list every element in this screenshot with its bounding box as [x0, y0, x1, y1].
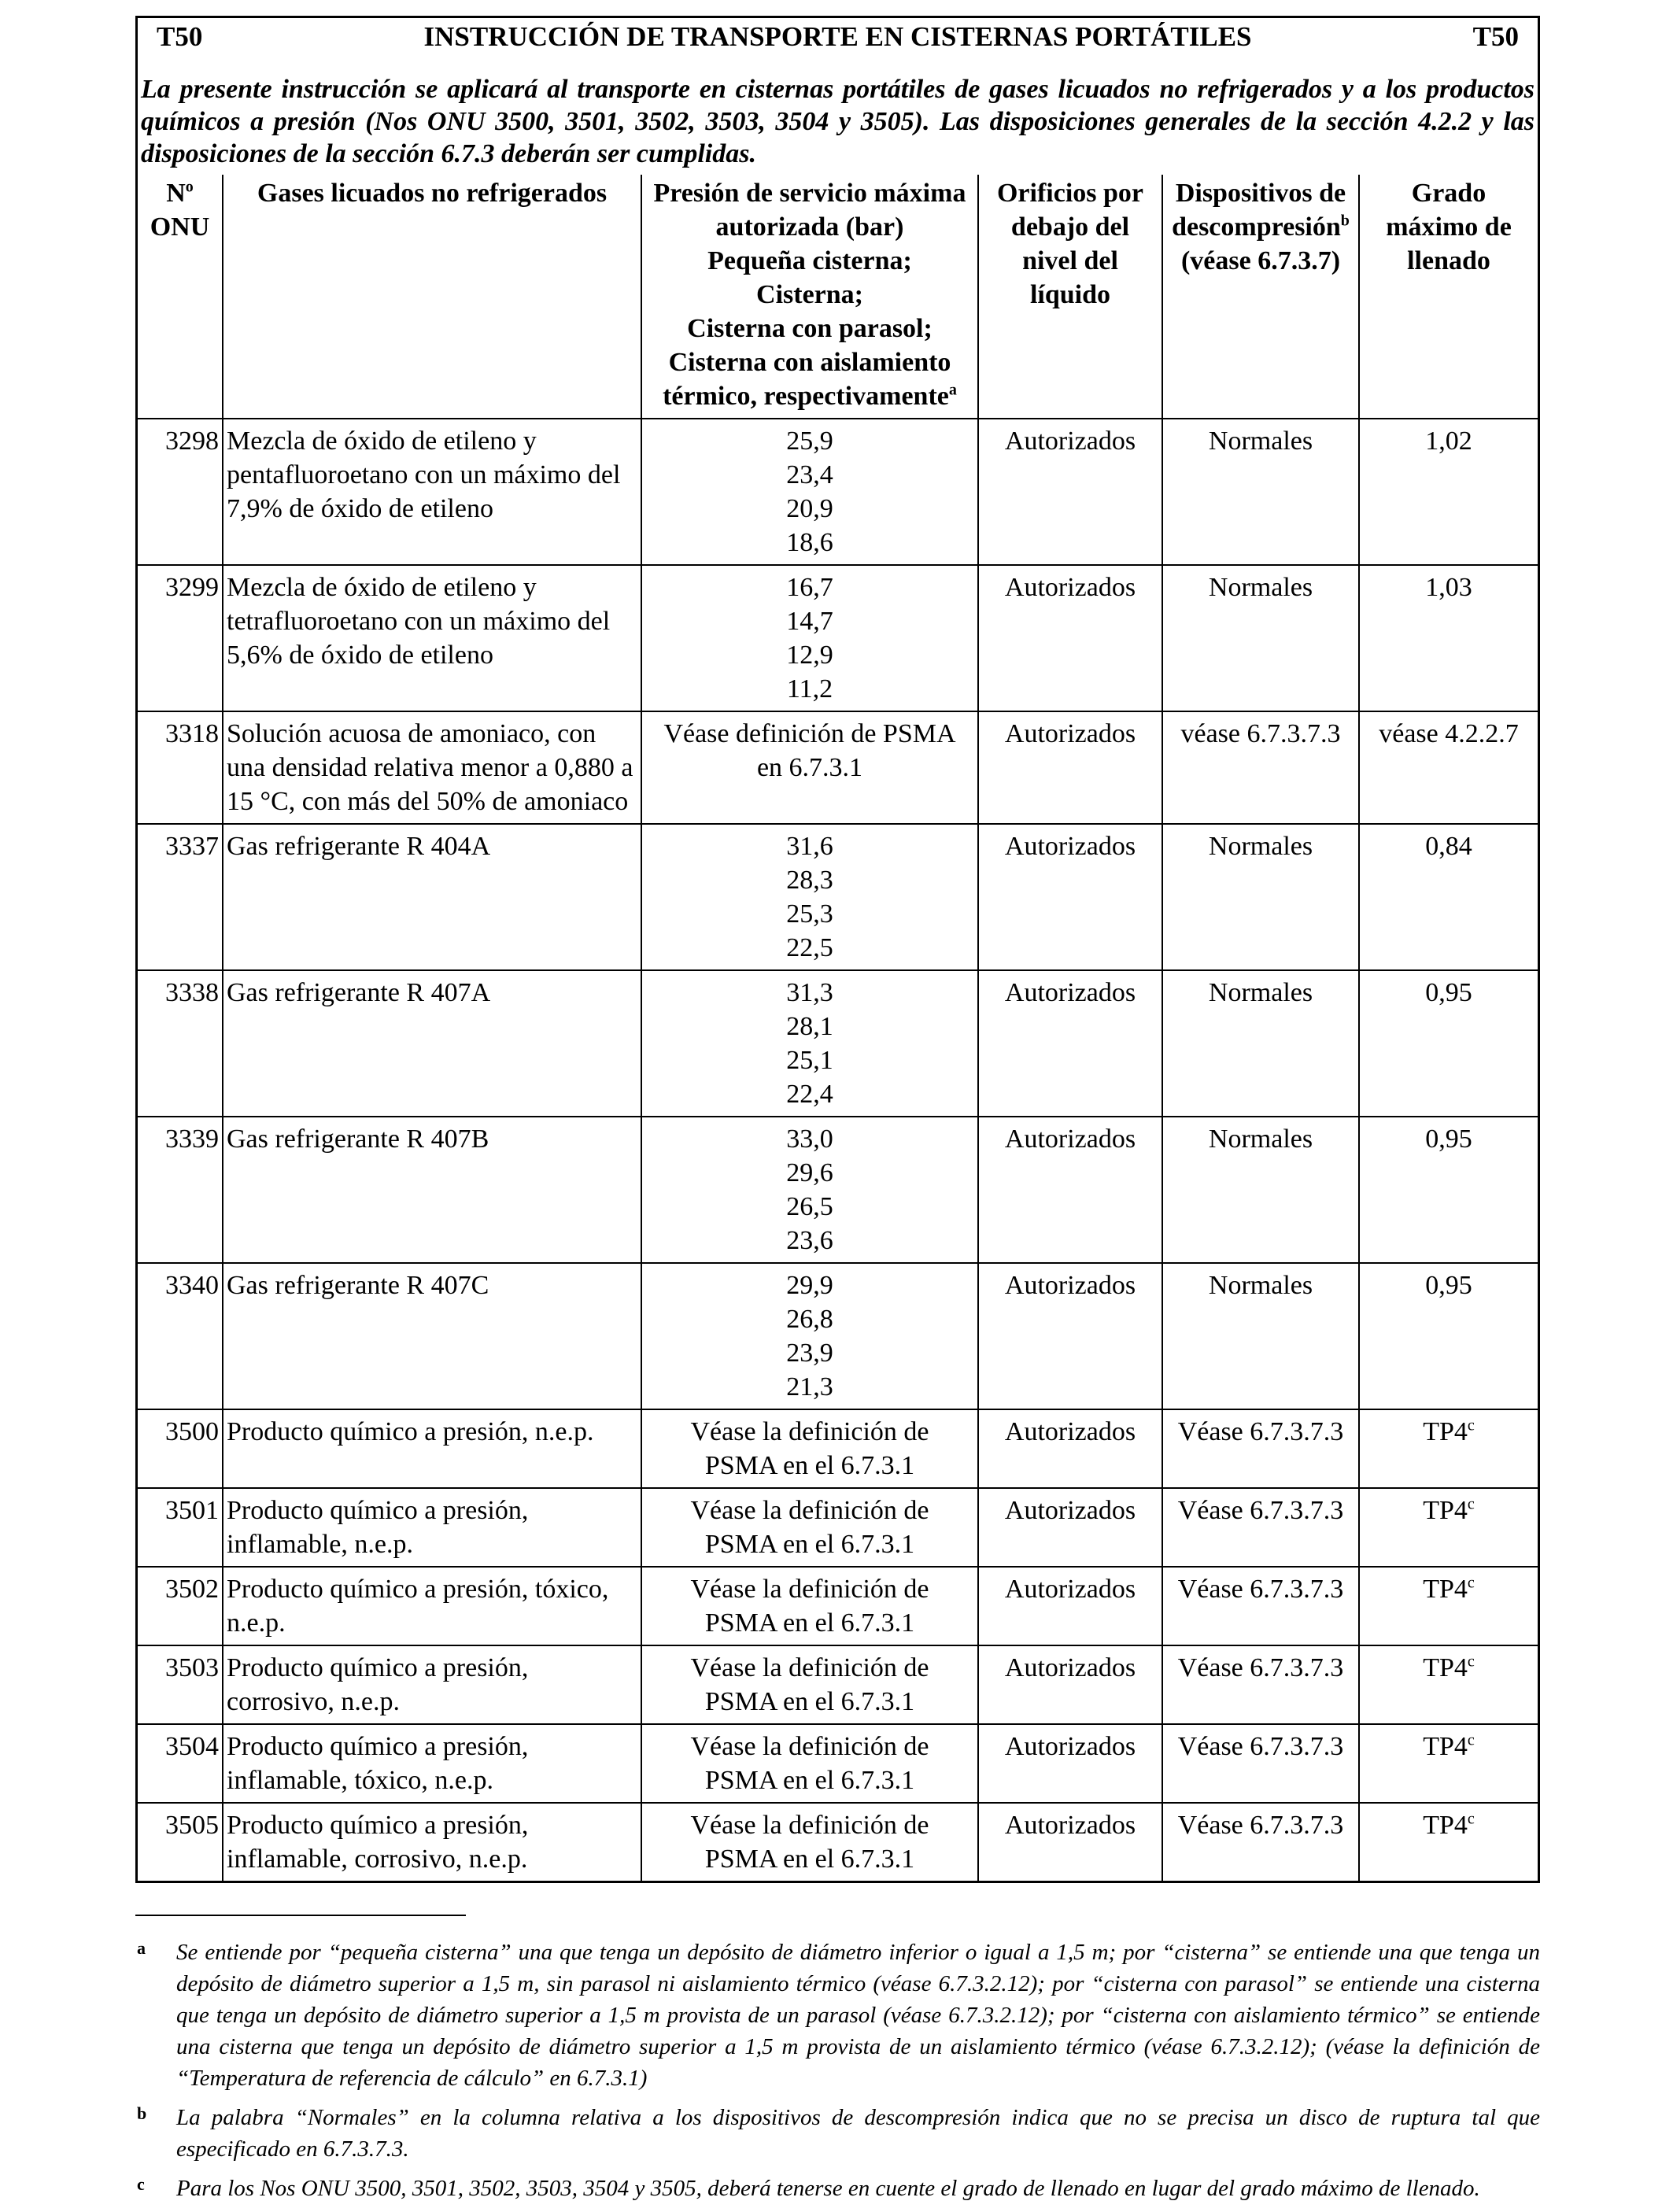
pressure-value: Véase definición de PSMA: [663, 719, 956, 748]
pressure-value: 26,8: [786, 1305, 833, 1334]
column-header-gas: Gases licuados no refrigerados: [223, 175, 641, 419]
filling-cell: [1359, 1803, 1538, 1881]
table-row: [138, 711, 1538, 824]
filling-cell: [1359, 1724, 1538, 1803]
filling-footnote-ref: c: [1467, 1653, 1475, 1671]
un-number-cell: 3298: [138, 419, 223, 565]
pressure-value: 22,4: [786, 1080, 833, 1109]
column-header-filling: Grado máximo de llenado: [1359, 175, 1538, 419]
gas-name-cell: Producto químico a presión, n.e.p.: [223, 1409, 641, 1488]
table-row: [138, 1724, 1538, 1803]
column-header-pressure: Presión de servicio máxima autorizada (bar) Pequeña cisterna; Cisterna; Cisterna con parasol; Cisterna con aislamiento térmico, respectivamente$^a$: [641, 175, 978, 419]
filling-cell: [1359, 824, 1538, 970]
gas-name-cell: Producto químico a presión, inflamable, tóxico, n.e.p.: [223, 1724, 641, 1803]
footnote-mark: a: [137, 1938, 146, 1958]
pressure-value: Véase la definición de: [690, 1811, 929, 1840]
filling-cell: [1359, 1567, 1538, 1645]
pressure-cell: [641, 1645, 978, 1724]
pressure-value: 25,1: [786, 1046, 833, 1075]
gas-name-cell: Producto químico a presión, tóxico, n.e.p.: [223, 1567, 641, 1645]
instruction-frame: [135, 16, 1540, 1883]
filling-value: TP4: [1423, 1732, 1468, 1761]
gas-name-cell: Producto químico a presión, inflamable, corrosivo, n.e.p.: [223, 1803, 641, 1881]
pressure-value: Véase la definición de: [690, 1653, 929, 1682]
pressure-cell: [641, 970, 978, 1117]
filling-value: 1,02: [1425, 427, 1472, 456]
filling-value: 0,95: [1425, 1124, 1472, 1154]
pressure-value: 20,9: [786, 494, 833, 523]
relief-cell: Véase 6.7.3.7.3: [1162, 1488, 1359, 1567]
pressure-value: 31,3: [786, 978, 833, 1007]
filling-cell: [1359, 970, 1538, 1117]
instruction-code-right: T50: [1472, 21, 1519, 52]
filling-cell: [1359, 419, 1538, 565]
gas-name-cell: Solución acuosa de amoniaco, con una densidad relativa menor a 0,880 a 15 °C, con más del 50% de amoniaco: [223, 711, 641, 824]
gas-name-cell: Gas refrigerante R 407C: [223, 1263, 641, 1409]
relief-cell: Normales: [1162, 1263, 1359, 1409]
relief-cell: Normales: [1162, 1117, 1359, 1263]
table-row: [138, 1567, 1538, 1645]
filling-value: 0,95: [1425, 978, 1472, 1007]
pressure-value: 25,9: [786, 427, 833, 456]
pressure-value: 14,7: [786, 607, 833, 636]
footnote-divider: [135, 1915, 466, 1916]
pressure-value: 28,3: [786, 866, 833, 895]
un-number-cell: 3318: [138, 711, 223, 824]
openings-cell: Autorizados: [978, 1803, 1162, 1881]
filling-footnote-ref: c: [1467, 1574, 1475, 1592]
pressure-value: PSMA en el 6.7.3.1: [704, 1687, 915, 1716]
pressure-value: Véase la definición de: [690, 1732, 929, 1761]
pressure-value: PSMA en el 6.7.3.1: [704, 1451, 915, 1480]
instruction-title: INSTRUCCIÓN DE TRANSPORTE EN CISTERNAS PORTÁTILES: [423, 21, 1252, 52]
column-header-relief: Dispositivos de descompresión$^b$ (véase 6.7.3.7): [1162, 175, 1359, 419]
footnote-text: Para los Nos ONU 3500, 3501, 3502, 3503, 3504 y 3505, deberá tenerse en cuente el grado de llenado en lugar del grado máximo de llenado.: [176, 2176, 1480, 2201]
filling-footnote-ref: c: [1467, 1810, 1475, 1828]
filling-value: véase 4.2.2.7: [1379, 719, 1519, 748]
pressure-value: 11,2: [786, 674, 833, 703]
openings-cell: Autorizados: [978, 1409, 1162, 1488]
filling-cell: [1359, 1488, 1538, 1567]
table-row: [138, 1645, 1538, 1724]
openings-cell: Autorizados: [978, 824, 1162, 970]
column-header-openings: Orificios por debajo del nivel del líquido: [978, 175, 1162, 419]
gas-name-cell: Gas refrigerante R 407A: [223, 970, 641, 1117]
footnote: [135, 2173, 1540, 2204]
pressure-value: 23,9: [786, 1339, 833, 1368]
pressure-value: 18,6: [786, 528, 833, 557]
table-header-row: [138, 175, 1538, 419]
pressure-value: 23,6: [786, 1226, 833, 1255]
relief-cell: véase 6.7.3.7.3: [1162, 711, 1359, 824]
pressure-value: 22,5: [786, 933, 833, 962]
relief-cell: Normales: [1162, 824, 1359, 970]
pressure-value: 29,6: [786, 1158, 833, 1187]
filling-value: 1,03: [1425, 573, 1472, 602]
filling-cell: [1359, 1263, 1538, 1409]
filling-footnote-ref: c: [1467, 1495, 1475, 1513]
gas-name-cell: Gas refrigerante R 404A: [223, 824, 641, 970]
pressure-cell: [641, 1488, 978, 1567]
openings-cell: Autorizados: [978, 1117, 1162, 1263]
footnote-text: Se entiende por “pequeña cisterna” una que tenga un depósito de diámetro inferior o igual a 1,5 m; por “cisterna” se entiende una que tenga un depósito de diámetro superior a 1,5 m, sin parasol ni aislamiento térmico (véase 6.7.3.2.12); por “cisterna con parasol” se entiende una cisterna que tenga un depósito de diámetro superior a 1,5 m provista de un parasol (véase 6.7.3.2.12); por “cisterna con aislamiento térmico” se entiende una cisterna que tenga un depósito de diámetro superior a 1,5 m provista de un aislamiento térmico (véase 6.7.3.2.12); (véase la definición de “Temperatura de referencia de cálculo” en 6.7.3.1): [176, 1940, 1540, 2091]
footnote-mark: b: [137, 2103, 147, 2123]
pressure-value: Véase la definición de: [690, 1496, 929, 1525]
gas-name-cell: Producto químico a presión, corrosivo, n.e.p.: [223, 1645, 641, 1724]
pressure-cell: [641, 565, 978, 711]
pressure-value: Véase la definición de: [690, 1575, 929, 1604]
filling-value: TP4: [1423, 1496, 1468, 1525]
openings-cell: Autorizados: [978, 1567, 1162, 1645]
pressure-value: 28,1: [786, 1012, 833, 1041]
pressure-value: PSMA en el 6.7.3.1: [704, 1608, 915, 1638]
un-number-cell: 3505: [138, 1803, 223, 1881]
footnote: [135, 2102, 1540, 2165]
gas-name-cell: Gas refrigerante R 407B: [223, 1117, 641, 1263]
un-number-cell: 3504: [138, 1724, 223, 1803]
openings-cell: Autorizados: [978, 419, 1162, 565]
openings-cell: Autorizados: [978, 1488, 1162, 1567]
openings-cell: Autorizados: [978, 970, 1162, 1117]
table-row: [138, 1117, 1538, 1263]
filling-cell: [1359, 1645, 1538, 1724]
pressure-cell: [641, 711, 978, 824]
tank-instruction-table: [138, 175, 1538, 1881]
relief-cell: Normales: [1162, 565, 1359, 711]
openings-cell: Autorizados: [978, 1263, 1162, 1409]
table-row: [138, 824, 1538, 970]
relief-cell: Véase 6.7.3.7.3: [1162, 1409, 1359, 1488]
pressure-value: 31,6: [786, 832, 833, 861]
filling-value: TP4: [1423, 1653, 1468, 1682]
footnote-text: La palabra “Normales” en la columna relativa a los dispositivos de descompresión indica que no se precisa un disco de ruptura tal que especificado en 6.7.3.7.3.: [176, 2105, 1540, 2162]
pressure-value: PSMA en el 6.7.3.1: [704, 1766, 915, 1795]
footnote: [135, 1937, 1540, 2094]
pressure-value: PSMA en el 6.7.3.1: [704, 1530, 915, 1559]
openings-cell: Autorizados: [978, 711, 1162, 824]
relief-cell: Véase 6.7.3.7.3: [1162, 1803, 1359, 1881]
relief-cell: Normales: [1162, 419, 1359, 565]
gas-name-cell: Mezcla de óxido de etileno y pentafluoroetano con un máximo del 7,9% de óxido de etileno: [223, 419, 641, 565]
pressure-value: 29,9: [786, 1271, 833, 1300]
footnotes: [135, 1937, 1540, 2204]
un-number-cell: 3500: [138, 1409, 223, 1488]
un-number-cell: 3337: [138, 824, 223, 970]
filling-footnote-ref: c: [1467, 1731, 1475, 1749]
pressure-value: 26,5: [786, 1192, 833, 1221]
relief-cell: Véase 6.7.3.7.3: [1162, 1567, 1359, 1645]
gas-name-cell: Mezcla de óxido de etileno y tetrafluoroetano con un máximo del 5,6% de óxido de etileno: [223, 565, 641, 711]
filling-value: TP4: [1423, 1417, 1468, 1446]
un-number-cell: 3340: [138, 1263, 223, 1409]
filling-cell: [1359, 711, 1538, 824]
pressure-cell: [641, 419, 978, 565]
gas-name-cell: Producto químico a presión, inflamable, n.e.p.: [223, 1488, 641, 1567]
pressure-value: PSMA en el 6.7.3.1: [704, 1845, 915, 1874]
un-number-cell: 3503: [138, 1645, 223, 1724]
pressure-value: 33,0: [786, 1124, 833, 1154]
pressure-value: 16,7: [786, 573, 833, 602]
un-number-cell: 3339: [138, 1117, 223, 1263]
pressure-value: 21,3: [786, 1372, 833, 1401]
pressure-cell: [641, 1567, 978, 1645]
filling-value: 0,84: [1425, 832, 1472, 861]
table-body: [138, 419, 1538, 1881]
filling-cell: [1359, 1409, 1538, 1488]
filling-cell: [1359, 565, 1538, 711]
pressure-value: en 6.7.3.1: [756, 753, 863, 782]
footnote-mark: c: [137, 2174, 145, 2194]
pressure-value: 25,3: [786, 899, 833, 929]
pressure-cell: [641, 824, 978, 970]
relief-cell: Véase 6.7.3.7.3: [1162, 1724, 1359, 1803]
filling-value: TP4: [1423, 1575, 1468, 1604]
table-row: [138, 1803, 1538, 1881]
relief-cell: Véase 6.7.3.7.3: [1162, 1645, 1359, 1724]
instruction-intro: La presente instrucción se aplicará al transporte en cisternas portátiles de gases licuados no refrigerados y a los productos químicos a presión (Nos ONU 3500, 3501, 3502, 3503, 3504 y 3505). Las disposiciones generales de la sección 4.2.2 y las disposiciones de la sección 6.7.3 deberán ser cumplidas.: [141, 75, 1535, 168]
filling-footnote-ref: c: [1467, 1416, 1475, 1435]
table-row: [138, 970, 1538, 1117]
instruction-code-left: T50: [157, 21, 203, 52]
filling-value: 0,95: [1425, 1271, 1472, 1300]
table-row: [138, 419, 1538, 565]
un-number-cell: 3502: [138, 1567, 223, 1645]
pressure-cell: [641, 1409, 978, 1488]
openings-cell: Autorizados: [978, 565, 1162, 711]
openings-cell: Autorizados: [978, 1724, 1162, 1803]
filling-value: TP4: [1423, 1811, 1468, 1840]
pressure-value: 12,9: [786, 641, 833, 670]
document-page: [135, 16, 1540, 2212]
table-row: [138, 1263, 1538, 1409]
pressure-cell: [641, 1724, 978, 1803]
pressure-value: 23,4: [786, 460, 833, 489]
un-number-cell: 3299: [138, 565, 223, 711]
filling-cell: [1359, 1117, 1538, 1263]
instruction-header: [138, 18, 1538, 61]
table-row: [138, 565, 1538, 711]
table-row: [138, 1488, 1538, 1567]
table-row: [138, 1409, 1538, 1488]
openings-cell: Autorizados: [978, 1645, 1162, 1724]
un-number-cell: 3338: [138, 970, 223, 1117]
column-header-un: $N^o$ ONU: [138, 175, 223, 419]
pressure-cell: [641, 1263, 978, 1409]
relief-cell: Normales: [1162, 970, 1359, 1117]
pressure-cell: [641, 1803, 978, 1881]
pressure-value: Véase la definición de: [690, 1417, 929, 1446]
pressure-cell: [641, 1117, 978, 1263]
un-number-cell: 3501: [138, 1488, 223, 1567]
